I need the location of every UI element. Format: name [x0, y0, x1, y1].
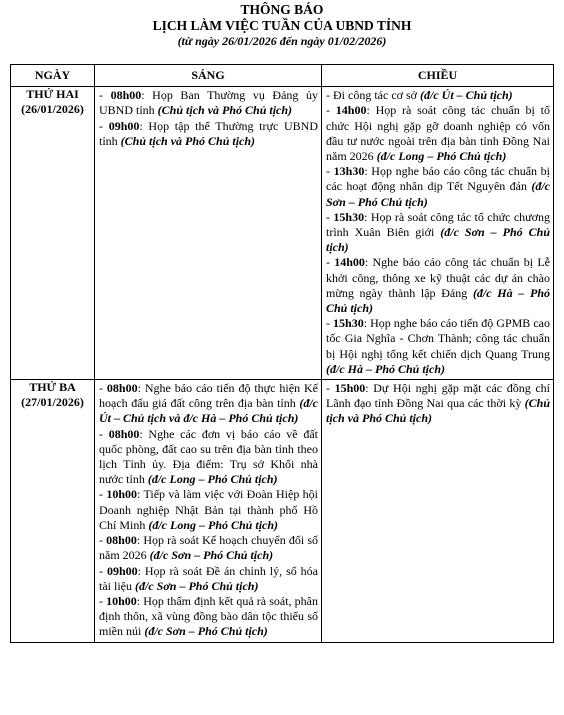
item-time: 08h00 [106, 381, 138, 396]
item-text: : Họp rà soát Kế hoạch chuyển đổi số năm 2026 [99, 533, 319, 563]
item-text: : Họp nghe báo cáo công tác chuẩn bị các hoạt động nhân dịp Tết Nguyên đán [326, 164, 551, 194]
item-time: 08h00 [110, 88, 142, 103]
item-time: 08h00 [108, 426, 140, 441]
item-time: 15h30 [333, 316, 364, 331]
item-attendees: (đ/c Sơn – Phó Chủ tịch) [326, 179, 550, 209]
schedule-table [10, 64, 554, 643]
morning-cell [95, 87, 322, 380]
day-date: (26/01/2026) [21, 102, 84, 117]
schedule-item: - 09h00: Họp tập thể Thường trực UBND tỉnh (Chủ tịch và Phó Chủ tịch) [99, 118, 319, 148]
item-attendees: (Chủ tịch và Phó Chủ tịch) [120, 133, 256, 148]
day-date: (27/01/2026) [21, 395, 84, 410]
schedule-item: - 08h00: Họp rà soát Kế hoạch chuyển đổi số năm 2026 (đ/c Sơn – Phó Chủ tịch) [99, 533, 319, 563]
afternoon-cell [322, 380, 554, 642]
schedule-title: LỊCH LÀM VIỆC TUẦN CỦA UBND TỈNH [152, 18, 412, 33]
schedule-item: - 08h00: Họp Ban Thường vụ Đảng ủy UBND tỉnh (Chủ tịch và Phó Chủ tịch) [99, 88, 318, 118]
item-attendees: (đ/c Út – Chủ tịch và đ/c Hà – Phó Chủ tịch) [99, 396, 318, 426]
item-attendees: (đ/c Long – Phó Chủ tịch) [147, 472, 278, 487]
schedule-item: - 13h30: Họp nghe báo cáo công tác chuẩn bị các hoạt động nhân dịp Tết Nguyên đán (đ/c Sơn – Phó Chủ tịch) [326, 164, 551, 209]
column-header-afternoon: CHIỀU [322, 65, 554, 87]
column-header-day: NGÀY [11, 65, 95, 87]
item-text: : Họp rà soát Đề án chỉnh lý, số hóa tài liệu [99, 563, 318, 593]
item-text: : Họp thẩm định kết quả rà soát, phân định thôn, xã vùng đồng bào dân tộc thiểu số miền núi [99, 593, 318, 639]
schedule-item: - 14h00: Họp rà soát công tác chuẩn bị tổ chức Hội nghị gặp gỡ doanh nghiệp có vốn đầu tư nước ngoài trên địa bàn tỉnh Đồng Nai năm 2026 (đ/c Long – Phó Chủ tịch) [326, 103, 550, 164]
item-time: 10h00 [106, 487, 138, 502]
afternoon-cell [322, 87, 554, 380]
table-row [11, 87, 554, 380]
schedule-item: - Đi công tác cơ sở (đ/c Út – Chủ tịch) [326, 88, 513, 103]
day-name: THỨ HAI [26, 87, 79, 102]
item-time: 15h00 [334, 381, 366, 396]
item-time: 09h00 [106, 563, 138, 578]
item-text: : Họp nghe báo cáo tiến độ GPMB cao tốc Gia Nghĩa - Chơn Thành; công tác chuẩn bị Hội nghị tổng kết chiến dịch Quang Trung [326, 316, 551, 361]
item-attendees: (đ/c Sơn – Phó Chủ tịch) [135, 578, 259, 593]
schedule-item: - 10h00: Họp thẩm định kết quả rà soát, phân định thôn, xã vùng đồng bào dân tộc thiểu số miền núi (đ/c Sơn – Phó Chủ tịch) [99, 593, 318, 639]
item-time: 14h00 [334, 255, 365, 270]
item-text: : Họp tập thể Thường trực UBND tỉnh [99, 118, 319, 148]
item-attendees: (đ/c Long – Phó Chủ tịch) [148, 517, 279, 532]
page-bottom-crop [0, 706, 564, 715]
item-time: 15h30 [333, 209, 365, 224]
notice-title: THÔNG BÁO [240, 2, 324, 17]
schedule-item: - 15h00: Dự Hội nghị gặp mặt các đồng chí Lãnh đạo tỉnh Đồng Nai qua các thời kỳ (Chủ tịch và Phó Chủ tịch) [326, 381, 550, 426]
schedule-item: - 09h00: Họp rà soát Đề án chỉnh lý, số hóa tài liệu (đ/c Sơn – Phó Chủ tịch) [99, 563, 318, 593]
schedule-item: - 08h00: Nghe báo cáo tiến độ thực hiện Kế hoạch đấu giá đất công trên địa bàn tỉnh (đ/c Út – Chủ tịch và đ/c Hà – Phó Chủ tịch) [99, 381, 318, 426]
item-text: : Dự Hội nghị gặp mặt các đồng chí Lãnh đạo tỉnh Đồng Nai qua các thời kỳ [326, 381, 550, 411]
schedule-item: - 10h00: Tiếp và làm việc với Đoàn Hiệp hội Doanh nghiệp Nhật Bản tại thành phố Hồ Chí Minh (đ/c Long – Phó Chủ tịch) [99, 487, 318, 532]
item-attendees: (đ/c Út – Chủ tịch) [420, 88, 513, 103]
schedule-item: - 15h30: Họp nghe báo cáo tiến độ GPMB cao tốc Gia Nghĩa - Chơn Thành; công tác chuẩn bị Hội nghị tổng kết chiến dịch Quang Trung (đ/c Hà – Phó Chủ tịch) [326, 316, 551, 376]
item-time: 10h00 [106, 593, 137, 608]
item-attendees: (đ/c Hà – Phó Chủ tịch) [326, 361, 446, 376]
day-name: THỨ BA [29, 380, 76, 395]
schedule-item: - 15h30: Họp rà soát công tác tổ chức chương trình Xuân Biên giới (đ/c Sơn – Phó Chủ tịch) [326, 209, 550, 255]
item-text: : Họp rà soát công tác chuẩn bị tổ chức Hội nghị gặp gỡ doanh nghiệp có vốn đầu tư nước ngoài trên địa bàn tỉnh Đồng Nai năm 2026 [326, 103, 550, 164]
item-attendees: (Chủ tịch và Phó Chủ tịch) [157, 103, 293, 118]
item-attendees: (đ/c Hà – Phó Chủ tịch) [326, 285, 550, 316]
column-header-morning: SÁNG [95, 65, 322, 87]
item-time: 09h00 [108, 118, 140, 133]
item-text: : Nghe báo cáo công tác chuẩn bị Lễ khởi công, thông xe kỹ thuật các dự án chào mừng ngày thành lập Đảng [326, 255, 551, 300]
item-text: : Nghe các đơn vị báo cáo về đất quốc phòng, đất cao su trên địa bàn tỉnh theo lịch Tỉnh ủy. Địa điểm: Trụ sở Khối nhà nước tỉnh [99, 426, 318, 487]
item-text: : Nghe báo cáo tiến độ thực hiện Kế hoạch đấu giá đất công trên địa bàn tỉnh [99, 381, 318, 411]
item-attendees: (đ/c Sơn – Phó Chủ tịch) [149, 548, 274, 563]
item-attendees: (đ/c Long – Phó Chủ tịch) [376, 149, 507, 164]
schedule-period: (từ ngày 26/01/2026 đến ngày 01/02/2026) [177, 34, 387, 48]
item-text: : Tiếp và làm việc với Đoàn Hiệp hội Doanh nghiệp Nhật Bản tại thành phố Hồ Chí Minh [99, 487, 318, 532]
table-header-row [11, 65, 554, 87]
day-cell [11, 380, 95, 642]
schedule-item: - 08h00: Nghe các đơn vị báo cáo về đất quốc phòng, đất cao su trên địa bàn tỉnh theo lịch Tỉnh ủy. Địa điểm: Trụ sở Khối nhà nước tỉnh (đ/c Long – Phó Chủ tịch) [99, 426, 318, 487]
schedule-item: - 14h00: Nghe báo cáo công tác chuẩn bị Lễ khởi công, thông xe kỹ thuật các dự án chào mừng ngày thành lập Đảng (đ/c Hà – Phó Chủ tịch) [326, 255, 551, 316]
document-header [0, 0, 564, 49]
table-row [11, 380, 554, 642]
item-text: Đi công tác cơ sở [333, 88, 420, 103]
item-attendees: (đ/c Sơn – Phó Chủ tịch) [144, 624, 268, 639]
item-text: : Họp rà soát công tác tổ chức chương trình Xuân Biên giới [326, 209, 550, 240]
item-attendees: (đ/c Sơn – Phó Chủ tịch) [326, 225, 550, 255]
item-attendees: (Chủ tịch và Phó Chủ tịch) [326, 396, 550, 426]
item-text: : Họp Ban Thường vụ Đảng ủy UBND tỉnh [99, 88, 318, 118]
item-time: 08h00 [106, 533, 137, 548]
item-time: 14h00 [335, 103, 367, 118]
item-time: 13h30 [333, 164, 365, 179]
morning-cell [95, 380, 322, 642]
day-cell [11, 87, 95, 380]
